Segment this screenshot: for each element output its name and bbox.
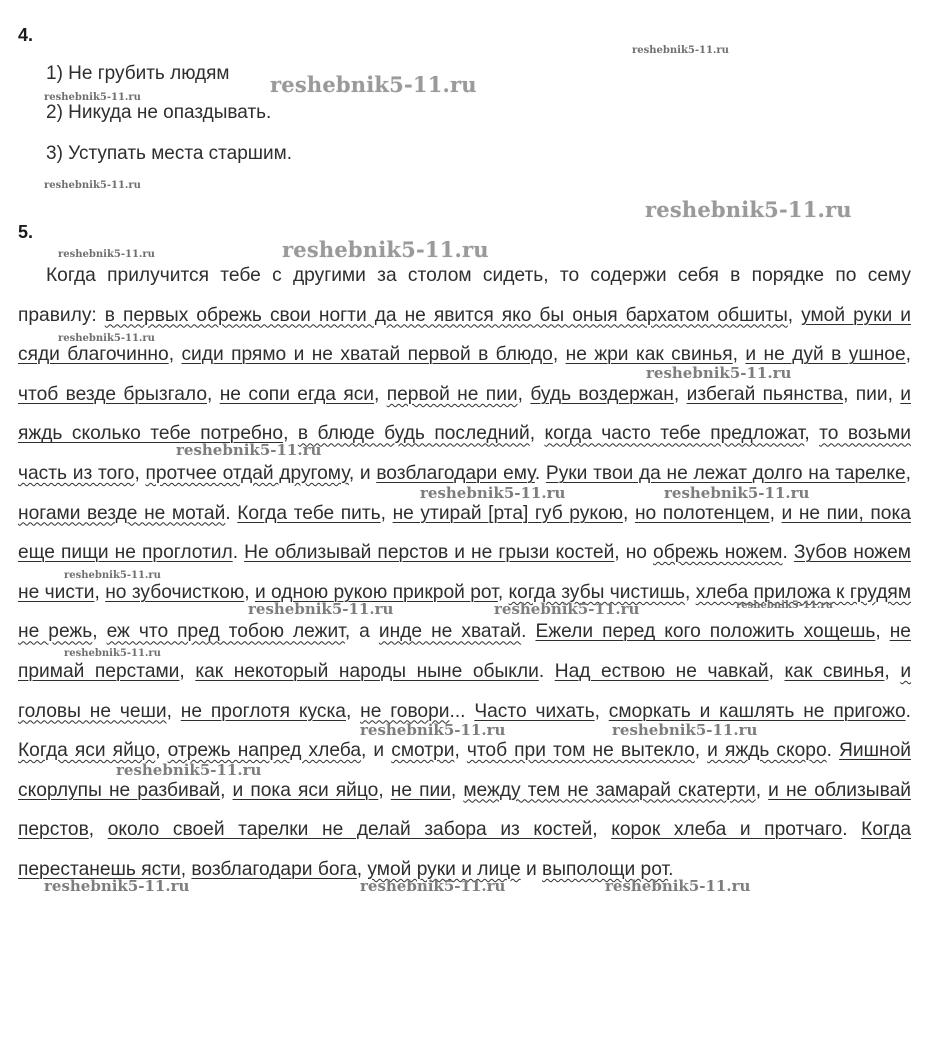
watermark: reshebnik5-11.ru xyxy=(116,761,262,779)
plain-text: , xyxy=(380,502,393,524)
plain-text: , xyxy=(220,779,233,801)
watermark: reshebnik5-11.ru xyxy=(44,92,141,103)
watermark: reshebnik5-11.ru xyxy=(360,877,506,895)
underlined-phrase: Руки твои да не лежат долго на тарелке xyxy=(545,462,906,484)
underlined-phrase: Часто чихать xyxy=(474,700,595,722)
plain-text: , xyxy=(787,304,802,326)
task-5-number: 5. xyxy=(18,222,34,242)
plain-text: , xyxy=(88,819,108,841)
plain-text: , xyxy=(529,423,545,445)
wavy-underlined-phrase: то возьми часть из того xyxy=(18,423,911,484)
underlined-phrase: Яишной скорлупы не разбивай xyxy=(18,740,911,801)
underlined-phrase: Когда тебе пить xyxy=(237,502,381,524)
wavy-underlined-phrase: не говори xyxy=(360,700,450,722)
underlined-phrase: и пока яси яйцо xyxy=(232,779,379,801)
plain-text: . xyxy=(668,858,674,880)
plain-text: , xyxy=(905,344,911,366)
watermark: reshebnik5-11.ru xyxy=(248,600,394,618)
wavy-underlined-phrase: хлеба приложа к грудям не режь xyxy=(18,581,912,643)
watermark: reshebnik5-11.ru xyxy=(605,877,751,895)
underlined-phrase: как некоторый народы ныне обыкли xyxy=(195,660,539,682)
plain-text: , xyxy=(732,344,746,366)
watermark: reshebnik5-11.ru xyxy=(58,333,155,344)
underlined-phrase: не проглотя куска xyxy=(180,700,346,722)
watermark: reshebnik5-11.ru xyxy=(282,237,489,262)
underlined-phrase: сиди прямо и не хватай первой в блюдо xyxy=(181,344,553,366)
watermark: reshebnik5-11.ru xyxy=(270,72,477,97)
underlined-phrase: Зубов ножем не чисти xyxy=(18,542,911,603)
wavy-underlined-phrase: между тем не замарай скатерти xyxy=(463,779,756,801)
underlined-phrase: и не пии, пока еще пищи не проглотил xyxy=(18,502,911,564)
underlined-phrase: будь воздержан xyxy=(530,383,674,405)
wavy-underlined-phrase: обрежь ножем xyxy=(653,542,783,564)
plain-text: , xyxy=(244,581,255,603)
task-4-item: 2) Никуда не опаздывать. xyxy=(46,102,272,123)
plain-text: . xyxy=(232,542,245,564)
watermark: reshebnik5-11.ru xyxy=(646,364,792,382)
plain-text: , xyxy=(517,383,531,405)
underlined-phrase: и яждь сколько тебе потребно xyxy=(18,383,911,445)
plain-text: и xyxy=(520,858,543,880)
wavy-underlined-phrase: и яждь скоро xyxy=(707,740,827,762)
underlined-phrase: корок хлеба и протчаго xyxy=(611,819,843,841)
watermark: reshebnik5-11.ru xyxy=(612,721,758,739)
watermark: reshebnik5-11.ru xyxy=(64,570,161,581)
watermark: reshebnik5-11.ru xyxy=(44,180,141,191)
plain-text: , xyxy=(594,700,609,722)
underlined-phrase: и не дуй в ушное xyxy=(745,344,906,366)
underlined-phrase: избегай пьянства xyxy=(686,383,844,405)
task-5-paragraph xyxy=(18,256,911,890)
underlined-phrase: не жри как свинья xyxy=(565,344,733,366)
underlined-phrase: умой руки и сяди благочинно xyxy=(18,304,911,366)
watermark: reshebnik5-11.ru xyxy=(64,648,161,659)
plain-text: Когда прилучится тебе с другими за столом сидеть, то содержи себя в порядке по сему правилу: xyxy=(18,265,911,326)
underlined-phrase: не утирай [рта] губ рукою xyxy=(392,502,624,524)
underlined-phrase: как свинья xyxy=(784,660,885,682)
wavy-underlined-phrase: чтоб при том не вытекло xyxy=(466,740,695,762)
wavy-underlined-phrase: в первых обрежь свои ногти да не явится яко бы оныя бархатом обшиты xyxy=(104,304,788,326)
plain-text: , xyxy=(94,581,106,603)
plain-text: , xyxy=(356,858,368,880)
plain-text: . xyxy=(225,502,238,524)
underlined-phrase: Ежели перед кого положить хощешь xyxy=(535,621,876,643)
plain-text: , и xyxy=(361,740,392,762)
plain-text: . xyxy=(782,542,794,564)
wavy-underlined-phrase: умой руки и лице xyxy=(367,858,521,880)
plain-text: . xyxy=(534,462,546,484)
plain-text: , xyxy=(884,660,901,682)
underlined-phrase: не сопи егда яси xyxy=(219,383,375,405)
plain-text: , xyxy=(166,700,181,722)
plain-text: , xyxy=(92,621,107,643)
watermark: reshebnik5-11.ru xyxy=(420,484,566,502)
plain-text: , xyxy=(450,779,464,801)
watermark: reshebnik5-11.ru xyxy=(632,45,729,56)
watermark: reshebnik5-11.ru xyxy=(58,249,155,260)
plain-text: , xyxy=(875,621,890,643)
watermark: reshebnik5-11.ru xyxy=(736,600,833,611)
plain-text: , xyxy=(378,779,391,801)
plain-text: , xyxy=(623,502,635,524)
wavy-underlined-phrase: когда часто тебе предложат xyxy=(544,423,805,445)
plain-text: , xyxy=(168,344,182,366)
underlined-phrase: не пии xyxy=(390,779,451,801)
watermark: reshebnik5-11.ru xyxy=(664,484,810,502)
task-4-item: 3) Уступать места старшим. xyxy=(46,143,292,164)
plain-text: , xyxy=(694,740,708,762)
wavy-underlined-phrase: выполощи рот xyxy=(542,858,669,880)
wavy-underlined-phrase: в блюде будь последний xyxy=(297,423,530,445)
plain-text: , xyxy=(769,502,782,524)
plain-text: , xyxy=(180,858,192,880)
underlined-phrase: сморкать и кашлять не пригожо xyxy=(608,700,906,722)
plain-text: , пии, xyxy=(843,383,901,405)
watermark: reshebnik5-11.ru xyxy=(176,441,322,459)
plain-text: , xyxy=(768,660,785,682)
plain-text: , xyxy=(684,581,696,603)
plain-text: , xyxy=(905,462,911,484)
plain-text: , xyxy=(134,462,146,484)
plain-text: , xyxy=(497,581,509,603)
wavy-underlined-phrase: смотри xyxy=(391,740,455,762)
plain-text: , xyxy=(345,700,361,722)
underlined-phrase: чтоб везде брызгало xyxy=(18,383,207,405)
underlined-phrase: не примай перстами xyxy=(18,621,911,682)
plain-text: , xyxy=(552,344,566,366)
underlined-phrase: но полотенцем xyxy=(634,502,770,524)
underlined-phrase: Не облизывай перстов и не грызи костей xyxy=(244,542,615,564)
underlined-phrase: но зубочисткою xyxy=(105,581,245,603)
plain-text: , xyxy=(592,819,612,841)
underlined-phrase: Над ествою не чавкай xyxy=(554,660,769,682)
watermark: reshebnik5-11.ru xyxy=(44,877,190,895)
plain-text: , xyxy=(374,383,387,405)
wavy-underlined-phrase: отрежь напред хлеба xyxy=(167,740,362,762)
plain-text: , xyxy=(207,383,220,405)
task-4-item: 1) Не грубить людям xyxy=(46,63,230,84)
task-4-number: 4. xyxy=(18,25,34,45)
plain-text: , xyxy=(804,423,820,445)
plain-text: , xyxy=(179,660,196,682)
watermark: reshebnik5-11.ru xyxy=(645,197,852,222)
underlined-phrase: возблагодари бога xyxy=(191,858,357,880)
underlined-phrase: около своей тарелки не делай забора из костей xyxy=(107,819,593,841)
wavy-underlined-phrase: протчее отдай другому xyxy=(145,462,349,484)
plain-text: . xyxy=(521,621,536,643)
plain-text: . xyxy=(826,740,840,762)
plain-text: , xyxy=(673,383,687,405)
plain-text: , а xyxy=(344,621,379,643)
plain-text: , и xyxy=(348,462,377,484)
plain-text: , xyxy=(755,779,769,801)
wavy-underlined-phrase: инде не хватай xyxy=(378,621,522,643)
plain-text: , xyxy=(454,740,467,762)
underlined-phrase: и одною рукою прикрой рот xyxy=(254,581,498,603)
watermark: reshebnik5-11.ru xyxy=(360,721,506,739)
underlined-phrase: возблагодари ему xyxy=(376,462,535,484)
watermark: reshebnik5-11.ru xyxy=(494,600,640,618)
plain-text: . xyxy=(905,700,911,722)
plain-text: ... xyxy=(449,700,475,722)
plain-text: . xyxy=(538,660,555,682)
plain-text: , xyxy=(155,740,168,762)
underlined-phrase: Когда перестанешь ясти xyxy=(18,819,911,880)
wavy-underlined-phrase: ногами везде не мотай xyxy=(18,502,226,524)
wavy-underlined-phrase: еж что пред тобою лежит xyxy=(106,621,345,643)
underlined-phrase: и не облизывай перстов xyxy=(18,779,911,841)
wavy-underlined-phrase: и головы не чеши xyxy=(18,660,912,722)
plain-text: , xyxy=(283,423,298,445)
wavy-underlined-phrase: Когда яси яйцо xyxy=(18,740,156,762)
plain-text: , но xyxy=(614,542,654,564)
wavy-underlined-phrase: когда зубы чистишь xyxy=(508,581,685,603)
wavy-underlined-phrase: первой не пии xyxy=(386,383,518,405)
plain-text: . xyxy=(842,819,862,841)
